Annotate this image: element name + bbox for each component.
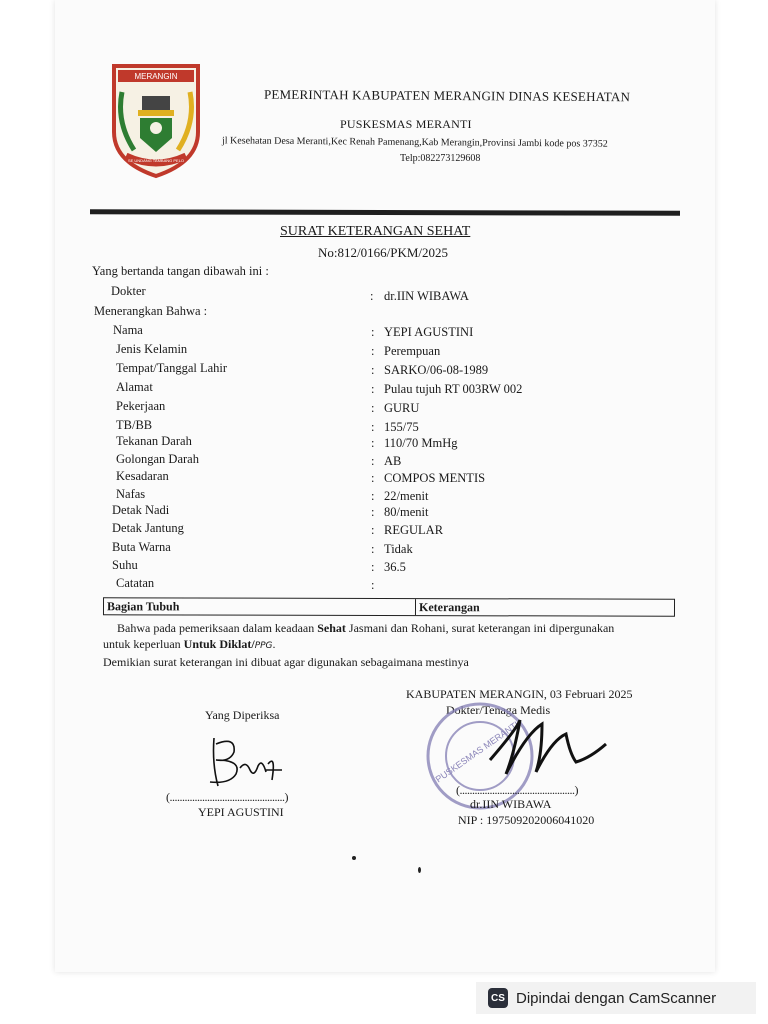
field-label: Buta Warna	[112, 540, 171, 554]
examinee-label: Yang Diperiksa	[205, 708, 280, 722]
field-value: 110/70 MmHg	[384, 436, 458, 450]
field-colon: :	[371, 523, 375, 537]
field-value: COMPOS MENTIS	[384, 471, 486, 485]
field-colon: :	[371, 560, 375, 574]
field-colon: :	[371, 471, 375, 485]
statement-text-end: Jasmani dan Rohani, surat keterangan ini dipergunakan	[345, 621, 615, 635]
field-label: Tempat/Tanggal Lahir	[116, 361, 228, 375]
purpose-text: untuk keperluan	[103, 637, 184, 651]
doctor-role: Dokter/Tenaga Medis	[446, 703, 551, 717]
place-date: KABUPATEN MERANGIN, 03 Februari 2025	[406, 687, 633, 701]
field-label: Detak Jantung	[112, 521, 184, 535]
camscanner-icon: CS	[488, 988, 508, 1008]
intro-text: Yang bertanda tangan dibawah ini :	[92, 264, 269, 278]
svg-text:SE UNDANG TAMBANG PELO: SE UNDANG TAMBANG PELO	[127, 158, 185, 163]
field-label: Kesadaran	[116, 469, 169, 483]
field-colon: :	[371, 578, 375, 592]
field-value: Perempuan	[384, 344, 441, 358]
field-value: 36.5	[384, 560, 406, 574]
doctor-value: dr.IIN WIBAWA	[384, 289, 469, 303]
field-value: 22/menit	[384, 489, 429, 503]
institution-phone: Telp:082273129608	[400, 153, 481, 164]
camscanner-text: Dipindai dengan CamScanner	[516, 989, 717, 1007]
field-value: Tidak	[384, 542, 413, 556]
doctor-label: Dokter	[111, 284, 146, 298]
field-colon: :	[371, 454, 375, 468]
statement-paragraph	[117, 621, 614, 636]
institution-address: jl Kesehatan Desa Meranti,Kec Renah Pamenang,Kab Merangin,Provinsi Jambi kode pos 37352	[221, 135, 608, 150]
field-label: Pekerjaan	[116, 399, 166, 413]
field-colon: :	[371, 344, 375, 358]
field-value: Pulau tujuh RT 003RW 002	[384, 382, 523, 396]
field-label: TB/BB	[116, 418, 153, 432]
government-heading: PEMERINTAH KABUPATEN MERANGIN DINAS KESEHATAN	[263, 86, 631, 105]
field-colon: :	[371, 542, 375, 556]
svg-text:MERANGIN: MERANGIN	[134, 72, 178, 81]
doctor-signature	[486, 714, 616, 782]
field-colon: :	[371, 420, 375, 434]
purpose-period: .	[272, 637, 276, 651]
table-header-body-part: Bagian Tubuh	[104, 598, 416, 615]
field-label: Nama	[113, 323, 143, 337]
field-value: YEPI AGUSTINI	[384, 325, 474, 339]
stamp-label: PUSKESMAS MERANTI	[433, 719, 521, 785]
field-value: AB	[384, 454, 402, 468]
statement-text: Bahwa pada pemeriksaan dalam keadaan	[117, 621, 318, 635]
letter-number: No:812/0166/PKM/2025	[318, 245, 449, 260]
states-text: Menerangkan Bahwa :	[94, 304, 208, 318]
doctor-nip: NIP : 197509202006041020	[458, 813, 595, 827]
body-parts-table	[103, 597, 675, 616]
closing-paragraph: Demikian surat keterangan ini dibuat agar digunakan sebagaimana mestinya	[103, 655, 469, 669]
field-colon: :	[371, 436, 375, 450]
doctor-colon: :	[370, 289, 374, 303]
field-colon: :	[371, 325, 375, 339]
field-label: Tekanan Darah	[116, 434, 192, 448]
field-label: Detak Nadi	[112, 503, 170, 517]
field-value: GURU	[384, 401, 420, 415]
field-value: SARKO/06-08-1989	[384, 363, 489, 377]
purpose-ppg-handwritten: PPG	[254, 641, 273, 651]
examinee-signature	[196, 734, 292, 796]
speck	[418, 867, 421, 873]
camscanner-watermark	[476, 982, 756, 1014]
field-colon: :	[371, 382, 375, 396]
field-colon: :	[371, 505, 375, 519]
table-header-remarks: Keterangan	[418, 600, 480, 615]
purpose-diklat: Untuk Diklat/	[183, 637, 255, 651]
field-colon: :	[371, 401, 375, 415]
purpose-paragraph	[103, 637, 276, 652]
field-value: 80/menit	[384, 505, 429, 519]
field-label: Suhu	[112, 558, 138, 572]
examinee-name: YEPI AGUSTINI	[198, 805, 284, 819]
examinee-signature-line: (..............................................)	[166, 790, 288, 804]
field-label: Catatan	[116, 576, 155, 590]
field-value: 155/75	[384, 420, 419, 434]
merangin-regency-logo	[108, 62, 204, 180]
institution-name: PUSKESMAS MERANTI	[340, 117, 472, 131]
statement-healthy: Sehat	[317, 621, 346, 635]
field-label: Nafas	[116, 487, 146, 501]
field-value: REGULAR	[384, 523, 444, 537]
letter-title: SURAT KETERANGAN SEHAT	[280, 224, 471, 239]
doctor-signature-line: (..............................................)	[456, 783, 578, 797]
speck	[352, 856, 356, 860]
field-label: Golongan Darah	[116, 452, 199, 466]
doctor-name: dr.IIN WIBAWA	[470, 797, 552, 811]
field-colon: :	[371, 489, 375, 503]
field-colon: :	[371, 363, 375, 377]
field-label: Jenis Kelamin	[116, 342, 188, 356]
field-label: Alamat	[116, 380, 153, 394]
